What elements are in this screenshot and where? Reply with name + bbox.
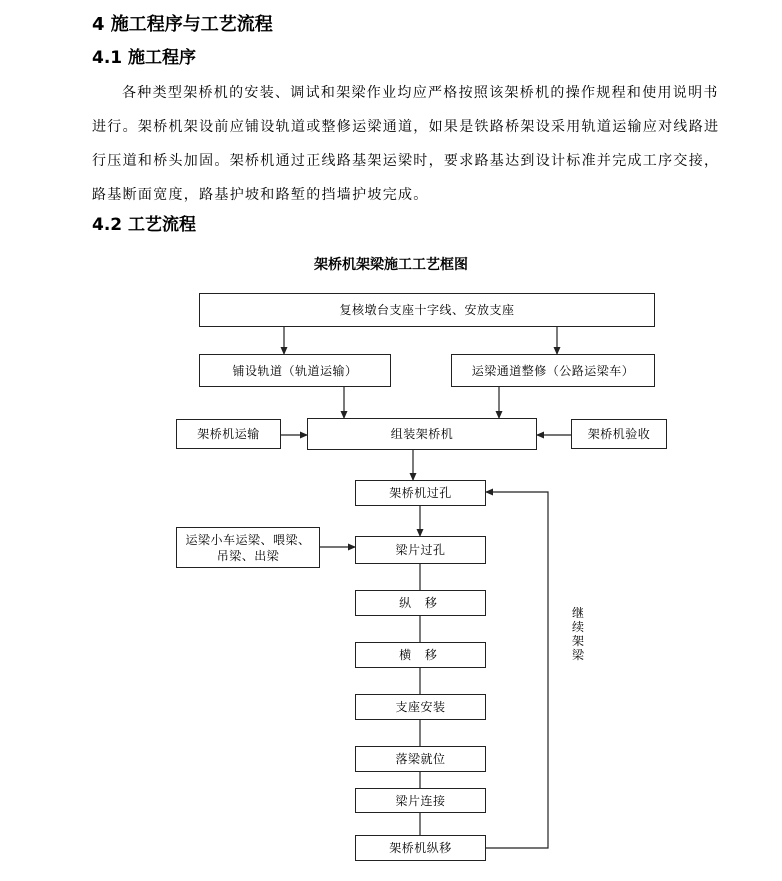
longitudinal-move-box: 纵 移 <box>355 590 486 616</box>
assemble-box: 组装架桥机 <box>307 418 537 450</box>
loop-back-arrow <box>486 492 548 848</box>
bearing-install-box: 支座安装 <box>355 694 486 720</box>
section-heading-4: 4 施工程序与工艺流程 <box>92 14 273 35</box>
machine-move-box: 架桥机纵移 <box>355 835 486 861</box>
section-heading-4-2: 4.2 工艺流程 <box>92 215 197 235</box>
inspect-box: 架桥机验收 <box>571 419 667 449</box>
loop-label: 继续架梁 <box>571 606 584 662</box>
transport-box: 架桥机运输 <box>176 419 281 449</box>
recheck-bearing-box: 复核墩台支座十字线、安放支座 <box>199 293 655 327</box>
beam-pass-box: 梁片过孔 <box>355 536 486 564</box>
feed-beam-box: 运梁小车运梁、喂梁、吊梁、出梁 <box>176 527 320 568</box>
lower-beam-box: 落梁就位 <box>355 746 486 772</box>
construction-procedure-paragraph: 各种类型架桥机的安装、调试和架梁作业均应严格按照该架桥机的操作规程和使用说明书进行。架桥机架设前应铺设轨道或整修运梁通道，如果是铁路桥架设采用轨道运输应对线路进行压道和桥头加固。架桥机通过正线路基架运梁时，要求路基达到设计标准并完成工序交接，路基断面宽度，路基护坡和路堑的挡墙护坡完成。 <box>92 85 720 203</box>
road-repair-box: 运梁通道整修（公路运梁车） <box>451 354 655 387</box>
flowchart-title: 架桥机架梁施工工艺框图 <box>314 257 468 273</box>
lay-track-box: 铺设轨道（轨道运输） <box>199 354 391 387</box>
beam-connect-box: 梁片连接 <box>355 788 486 813</box>
transverse-move-box: 横 移 <box>355 642 486 668</box>
section-heading-4-1: 4.1 施工程序 <box>92 48 197 68</box>
pass-span-box: 架桥机过孔 <box>355 480 486 506</box>
